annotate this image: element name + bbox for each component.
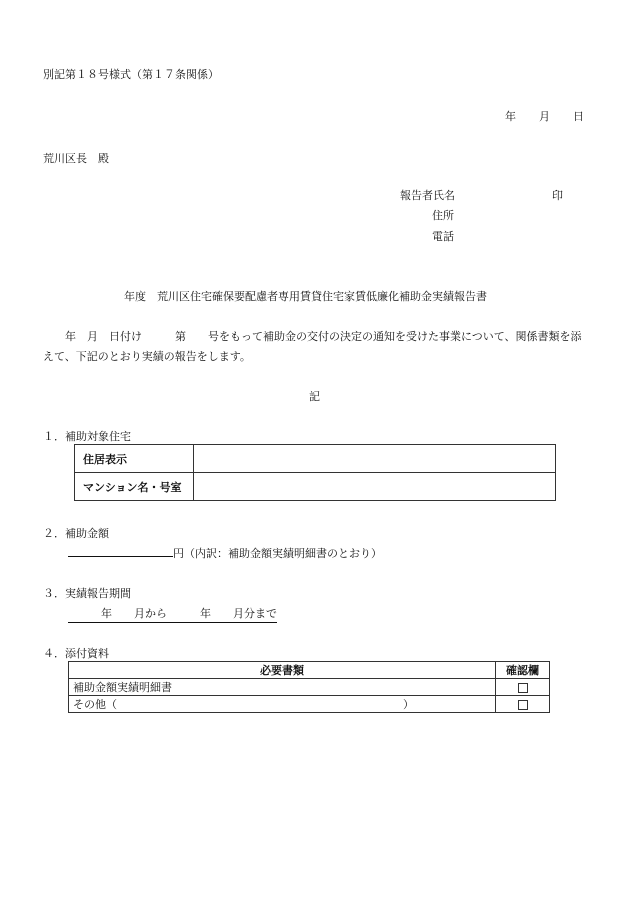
col-doc-header: 必要書類 xyxy=(69,662,496,679)
amount-text: 円（内訳：補助金額実績明細書のとおり） xyxy=(173,547,382,560)
address-value[interactable] xyxy=(194,445,556,473)
reporter-name-label: 報告者氏名 xyxy=(400,189,455,202)
date-month: 月 xyxy=(539,110,550,123)
body-text: 年 月 日付け 第 号をもって補助金の交付の決定の通知を受けた事業について、関係書類を添えて、下記のとおり実績の報告をします。 xyxy=(43,330,582,363)
mansion-label: マンション名・号室 xyxy=(75,473,194,501)
document-title: 年度 荒川区住宅確保要配慮者専用賃貸住宅家賃低廉化補助金実績報告書 xyxy=(124,290,487,303)
table-row xyxy=(69,679,550,696)
section2-heading: ２．補助金額 xyxy=(43,527,109,540)
doc-cell: その他（ ） xyxy=(69,696,496,713)
table-row xyxy=(69,696,550,713)
reporter-phone-label: 電話 xyxy=(432,230,454,243)
table-row xyxy=(75,473,556,501)
addressee: 荒川区長 殿 xyxy=(43,152,109,165)
attachments-table xyxy=(68,661,550,713)
address-label: 住居表示 xyxy=(75,445,194,473)
col-check-header: 確認欄 xyxy=(496,662,550,679)
ki-marker: 記 xyxy=(309,390,320,403)
target-housing-table xyxy=(74,444,556,501)
checkbox-icon[interactable] xyxy=(518,700,528,710)
form-id: 別記第１８号様式（第１７条関係） xyxy=(43,68,219,81)
reporter-address-label: 住所 xyxy=(432,209,454,222)
date-year: 年 xyxy=(505,110,516,123)
amount-line xyxy=(68,544,382,561)
checkbox-cell[interactable] xyxy=(496,679,550,696)
doc-cell: 補助金額実績明細書 xyxy=(69,679,496,696)
period-line[interactable]: 年 月から 年 月分まで xyxy=(68,605,277,623)
table-header-row xyxy=(69,662,550,679)
section3-heading: ３．実績報告期間 xyxy=(43,587,131,600)
date-day: 日 xyxy=(573,110,584,123)
checkbox-icon[interactable] xyxy=(518,683,528,693)
amount-blank[interactable] xyxy=(68,544,173,557)
seal-mark: 印 xyxy=(552,189,563,202)
date-line xyxy=(505,108,584,124)
checkbox-cell[interactable] xyxy=(496,696,550,713)
table-row xyxy=(75,445,556,473)
section4-heading: ４．添付資料 xyxy=(43,647,109,660)
section1-heading: １．補助対象住宅 xyxy=(43,430,131,443)
mansion-value[interactable] xyxy=(194,473,556,501)
